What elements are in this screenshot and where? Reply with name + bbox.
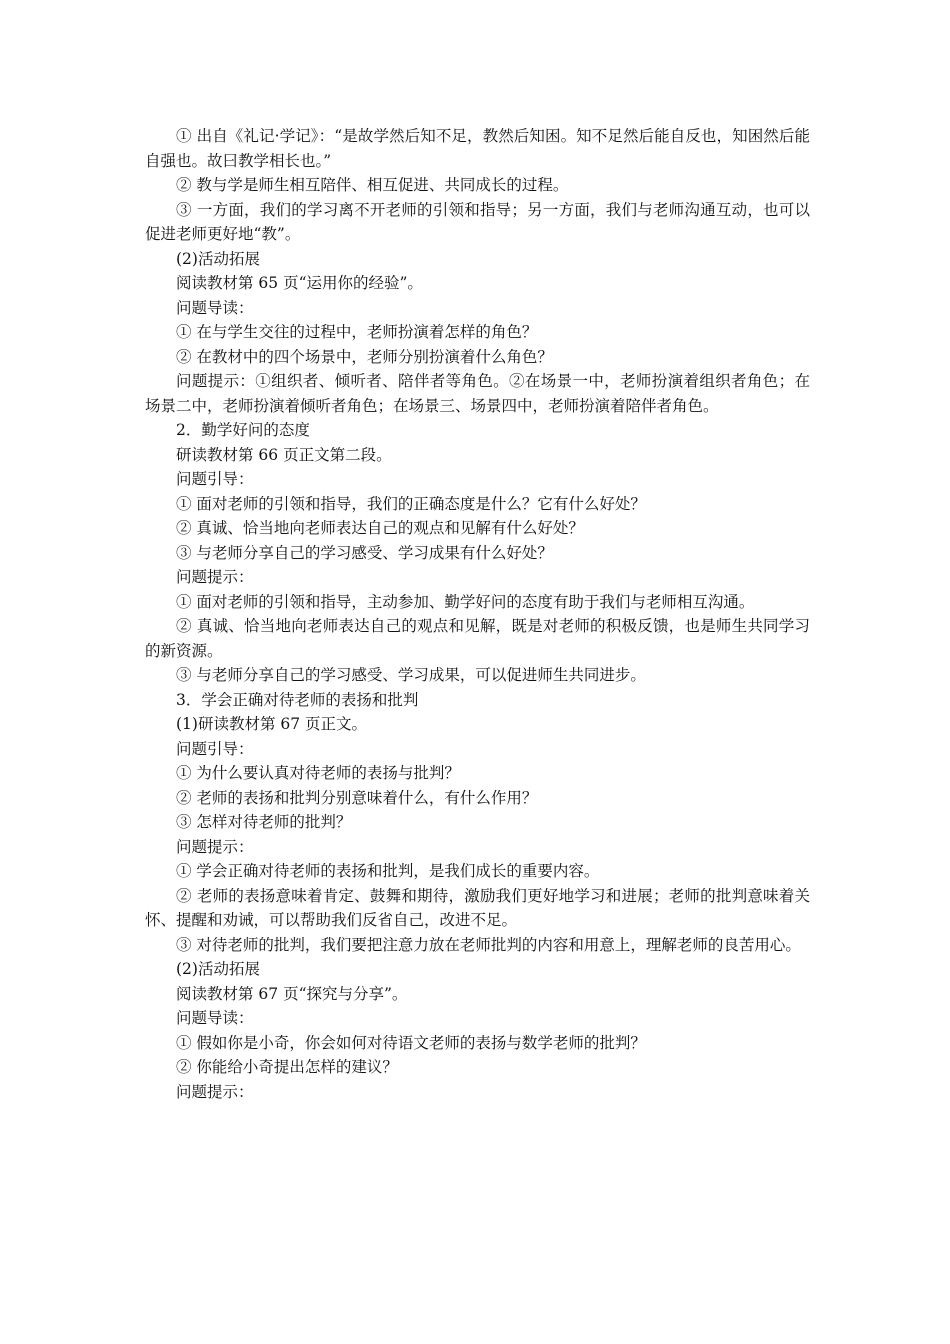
paragraph: ② 真诚、恰当地向老师表达自己的观点和见解有什么好处？ (176, 519, 584, 537)
paragraph: ② 你能给小奇提出怎样的建议？ (176, 1058, 398, 1076)
paragraph: ② 在教材中的四个场景中，老师分别扮演着什么角色？ (176, 347, 553, 366)
section-heading: (2)活动拓展 (176, 960, 260, 978)
section-heading: 2．勤学好问的态度 (176, 421, 310, 439)
paragraph: ③ 与老师分享自己的学习感受、学习成果，可以促进师生共同进步。 (176, 666, 646, 684)
paragraph: ② 真诚、恰当地向老师表达自己的观点和见解，既是对老师的积极反馈，也是师生共同学习的新资源。 (145, 617, 810, 660)
paragraph: 研读教材第 66 页正文第二段。 (176, 445, 392, 464)
paragraph: 问题提示： (176, 1082, 254, 1101)
paragraph: 问题导读： (176, 1009, 254, 1027)
paragraph: 问题提示： (176, 568, 254, 586)
paragraph: ③ 对待老师的批判，我们要把注意力放在老师批判的内容和用意上，理解老师的良苦用心。 (176, 935, 801, 954)
paragraph: ① 出自《礼记·学记》：“是故学然后知不足，教然后知困。知不足然后能自反也，知困然后能自强也。故曰教学相长也。” (145, 127, 810, 170)
paragraph: 问题引导： (176, 739, 254, 758)
paragraph: (1)研读教材第 67 页正文。 (176, 715, 368, 733)
paragraph: 阅读教材第 67 页“探究与分享”。 (176, 984, 408, 1003)
paragraph: ③ 一方面，我们的学习离不开老师的引领和指导；另一方面，我们与老师沟通互动，也可以促进老师更好地“教”。 (145, 200, 810, 243)
paragraph: 问题导读： (176, 298, 254, 317)
paragraph: ① 为什么要认真对待老师的表扬与批判？ (176, 764, 460, 782)
paragraph: ② 老师的表扬和批判分别意味着什么，有什么作用？ (176, 788, 538, 807)
section-heading: (2)活动拓展 (176, 249, 260, 268)
paragraph: 阅读教材第 65 页“运用你的经验”。 (176, 274, 423, 292)
paragraph: 问题提示：①组织者、倾听者、陪伴者等角色。②在场景一中，老师扮演着组织者角色；在场景二中，老师扮演着倾听者角色；在场景三、场景四中，老师扮演着陪伴者角色。 (145, 372, 810, 415)
paragraph: ③ 与老师分享自己的学习感受、学习成果有什么好处？ (176, 543, 553, 562)
paragraph: ① 学会正确对待老师的表扬和批判，是我们成长的重要内容。 (176, 862, 600, 880)
paragraph: ③ 怎样对待老师的批判？ (176, 813, 352, 831)
paragraph: ② 老师的表扬意味着肯定、鼓舞和期待，激励我们更好地学习和进展；老师的批判意味着关怀、提醒和劝诫，可以帮助我们反省自己，改进不足。 (145, 886, 810, 929)
paragraph: ① 假如你是小奇，你会如何对待语文老师的表扬与数学老师的批判？ (176, 1033, 646, 1052)
paragraph: ② 教与学是师生相互陪伴、相互促进、共同成长的过程。 (176, 176, 569, 194)
paragraph: ① 面对老师的引领和指导，主动参加、勤学好问的态度有助于我们与老师相互沟通。 (176, 592, 755, 611)
paragraph: ① 在与学生交往的过程中，老师扮演着怎样的角色？ (176, 323, 538, 341)
paragraph: ① 面对老师的引领和指导，我们的正确态度是什么？它有什么好处？ (176, 494, 646, 513)
paragraph: 问题引导： (176, 470, 254, 488)
document-body (145, 124, 810, 1104)
section-heading: 3．学会正确对待老师的表扬和批判 (176, 690, 419, 709)
paragraph: 问题提示： (176, 837, 254, 856)
